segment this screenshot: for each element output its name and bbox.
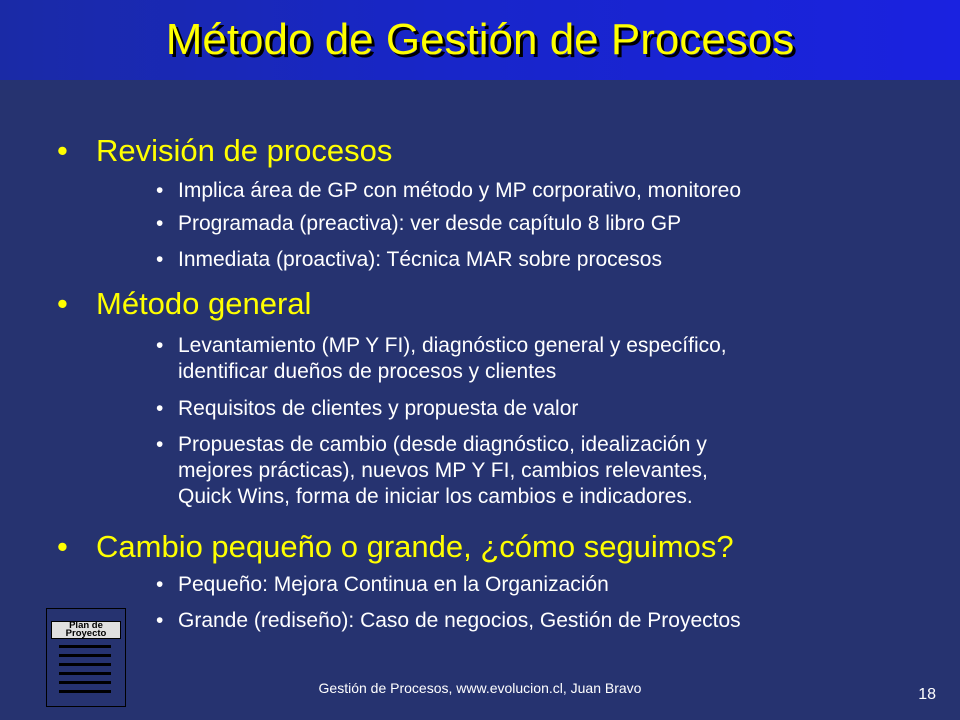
bullet-item [156, 211, 682, 237]
plan-line-icon [59, 672, 111, 675]
section-heading-revision [57, 133, 393, 168]
bullet-item-text: Requisitos de clientes y propuesta de valor [178, 397, 579, 420]
bullet-item [156, 333, 727, 385]
bullet-item [156, 396, 579, 422]
section-heading-cambio [57, 529, 734, 564]
bullet-item-text: Inmediata (proactiva): Técnica MAR sobre procesos [178, 248, 662, 271]
bullet-item [156, 247, 662, 273]
plan-icon-label: Plan de Proyecto [51, 621, 121, 639]
bullet-icon: • [57, 133, 68, 168]
bullet-item [156, 432, 708, 510]
bullet-icon: • [156, 573, 164, 596]
slide-title: Método de Gestión de Procesos [165, 15, 795, 64]
bullet-item-text: Implica área de GP con método y MP corporativo, monitoreo [178, 179, 742, 202]
section-heading-text: Método general [96, 286, 312, 321]
bullet-item [156, 178, 742, 204]
slide-footer: Gestión de Procesos, www.evolucion.cl, Juan Bravo [318, 680, 642, 696]
section-heading-text: Revisión de procesos [96, 133, 393, 168]
section-heading-text: Cambio pequeño o grande, ¿cómo seguimos? [96, 529, 734, 564]
bullet-item-text: Pequeño: Mejora Continua en la Organización [178, 573, 609, 596]
section-heading-metodo [57, 286, 312, 321]
bullet-item-line: mejores prácticas), nuevos MP Y FI, cambios relevantes, [178, 459, 708, 482]
bullet-item-text: Programada (preactiva): ver desde capítulo 8 libro GP [178, 212, 682, 235]
plan-line-icon [59, 663, 111, 666]
bullet-item-line: Levantamiento (MP Y FI), diagnóstico general y específico, [178, 334, 727, 357]
page-number: 18 [918, 686, 936, 703]
bullet-icon: • [57, 286, 68, 321]
bullet-icon: • [57, 529, 68, 564]
bullet-item-line: Propuestas de cambio (desde diagnóstico, idealización y [178, 433, 707, 456]
bullet-icon: • [156, 334, 164, 357]
bullet-item [156, 572, 609, 598]
bullet-icon: • [156, 212, 164, 235]
bullet-item-text: Grande (rediseño): Caso de negocios, Gestión de Proyectos [178, 609, 741, 632]
bullet-icon: • [156, 248, 164, 271]
bullet-icon: • [156, 397, 164, 420]
bullet-icon: • [156, 433, 164, 456]
plan-line-icon [59, 645, 111, 648]
bullet-icon: • [156, 179, 164, 202]
bullet-icon: • [156, 609, 164, 632]
plan-line-icon [59, 654, 111, 657]
bullet-item-line: identificar dueños de procesos y clientes [178, 360, 557, 383]
bullet-item [156, 608, 741, 634]
bullet-item-line: Quick Wins, forma de iniciar los cambios e indicadores. [178, 485, 693, 508]
